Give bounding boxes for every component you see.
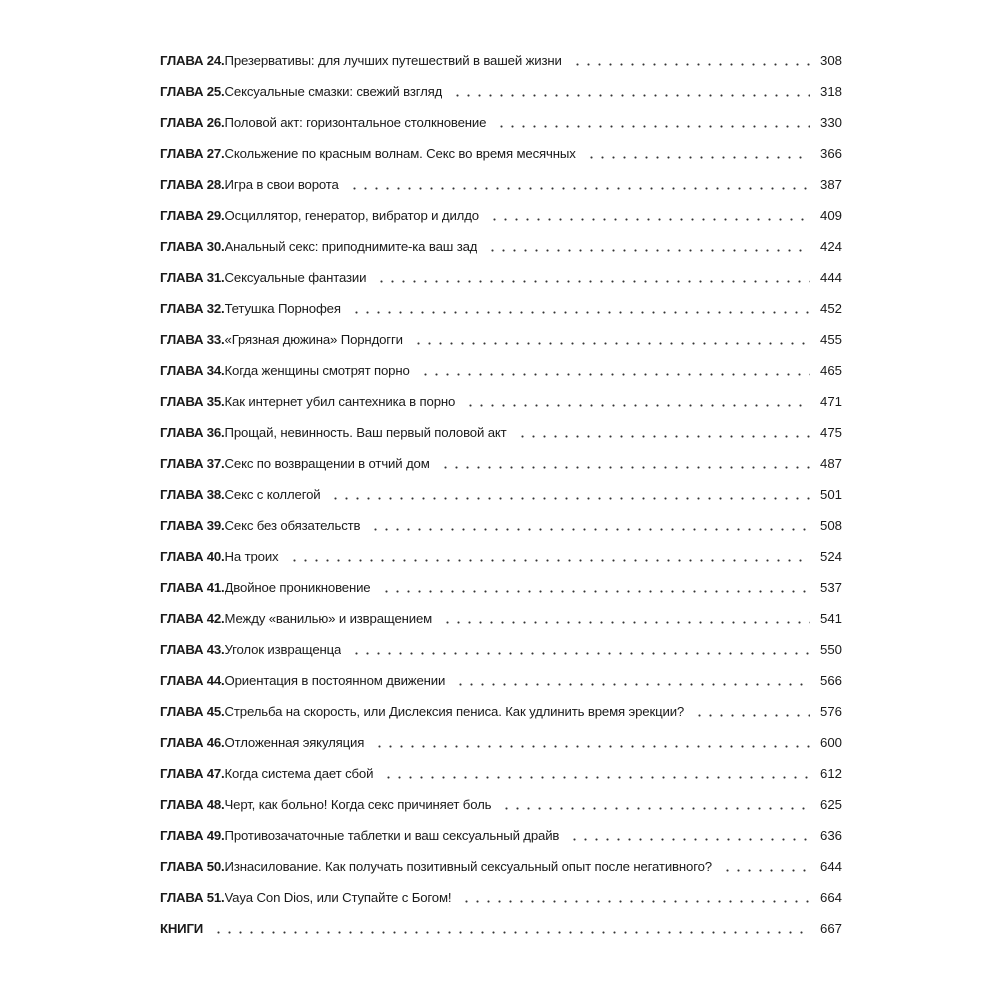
page-number: 636	[819, 828, 842, 843]
page-number: 444	[819, 270, 842, 285]
page-number: 475	[819, 425, 842, 440]
page-number: 308	[819, 53, 842, 68]
chapter-label: ГЛАВА 28.	[160, 177, 225, 192]
toc-entry[interactable]	[160, 417, 842, 448]
toc-entry[interactable]	[160, 76, 842, 107]
toc-entry[interactable]	[160, 603, 842, 634]
chapter-label: ГЛАВА 40.	[160, 549, 225, 564]
chapter-title: Отложенная эякуляция	[224, 735, 365, 750]
chapter-label: ГЛАВА 25.	[160, 84, 225, 99]
dot-leader	[420, 373, 810, 376]
chapter-title: Анальный секс: приподнимите-ка ваш зад	[224, 239, 478, 254]
chapter-label: ГЛАВА 26.	[160, 115, 225, 130]
chapter-title: Секс без обязательств	[224, 518, 361, 533]
page-number: 318	[819, 84, 842, 99]
table-of-contents	[160, 45, 842, 944]
chapter-label: ГЛАВА 36.	[160, 425, 225, 440]
chapter-title: Как интернет убил сантехника в порно	[224, 394, 456, 409]
page-number: 566	[819, 673, 842, 688]
chapter-title: Ориентация в постоянном движении	[224, 673, 446, 688]
dot-leader	[455, 683, 810, 686]
toc-entry[interactable]	[160, 882, 842, 913]
chapter-label: ГЛАВА 27.	[160, 146, 225, 161]
dot-leader	[569, 838, 810, 841]
chapter-title: Игра в свои ворота	[224, 177, 339, 192]
dot-leader	[452, 94, 810, 97]
toc-entry[interactable]	[160, 634, 842, 665]
toc-entry[interactable]	[160, 45, 842, 76]
chapter-title: Скольжение по красным волнам. Секс во время месячных	[224, 146, 576, 161]
dot-leader	[370, 528, 810, 531]
chapter-title: Стрельба на скорость, или Дислексия пениса. Как удлинить время эрекции?	[224, 704, 685, 719]
dot-leader	[722, 869, 810, 872]
page-number: 508	[819, 518, 842, 533]
dot-leader	[351, 652, 810, 655]
chapter-label: ГЛАВА 45.	[160, 704, 225, 719]
dot-leader	[586, 156, 810, 159]
page-number: 501	[819, 487, 842, 502]
dot-leader	[330, 497, 810, 500]
chapter-label: ГЛАВА 37.	[160, 456, 225, 471]
chapter-label: ГЛАВА 24.	[160, 53, 225, 68]
toc-entry[interactable]	[160, 200, 842, 231]
page-number: 330	[819, 115, 842, 130]
chapter-title: Уголок извращенца	[224, 642, 342, 657]
dot-leader	[465, 404, 810, 407]
page-number: 387	[819, 177, 842, 192]
page-number: 644	[819, 859, 842, 874]
toc-entry[interactable]	[160, 820, 842, 851]
page-number: 524	[819, 549, 842, 564]
chapter-title: Секс с коллегой	[224, 487, 321, 502]
toc-entry[interactable]	[160, 107, 842, 138]
chapter-title: «Грязная дюжина» Порндогги	[224, 332, 403, 347]
toc-entry[interactable]	[160, 789, 842, 820]
dot-leader	[381, 590, 811, 593]
toc-entry[interactable]	[160, 262, 842, 293]
page-number: 409	[819, 208, 842, 223]
chapter-label: ГЛАВА 39.	[160, 518, 225, 533]
chapter-title: Прощай, невинность. Ваш первый половой акт	[224, 425, 507, 440]
dot-leader	[496, 125, 810, 128]
dot-leader	[487, 249, 810, 252]
chapter-label: ГЛАВА 31.	[160, 270, 225, 285]
page-number: 452	[819, 301, 842, 316]
toc-entry[interactable]	[160, 448, 842, 479]
chapter-label: ГЛАВА 41.	[160, 580, 225, 595]
chapter-label: ГЛАВА 30.	[160, 239, 225, 254]
page-number: 471	[819, 394, 842, 409]
chapter-label: ГЛАВА 42.	[160, 611, 225, 626]
dot-leader	[501, 807, 810, 810]
toc-entry[interactable]	[160, 851, 842, 882]
page-number: 455	[819, 332, 842, 347]
dot-leader	[489, 218, 810, 221]
dot-leader	[289, 559, 810, 562]
page-number: 541	[819, 611, 842, 626]
toc-entry[interactable]	[160, 572, 842, 603]
dot-leader	[694, 714, 810, 717]
chapter-label: ГЛАВА 43.	[160, 642, 225, 657]
toc-entry[interactable]	[160, 386, 842, 417]
page-number: 576	[819, 704, 842, 719]
toc-entry[interactable]	[160, 293, 842, 324]
chapter-label: ГЛАВА 38.	[160, 487, 225, 502]
chapter-title: Изнасилование. Как получать позитивный сексуальный опыт после негативного?	[224, 859, 712, 874]
dot-leader	[461, 900, 810, 903]
toc-entry[interactable]	[160, 479, 842, 510]
chapter-label: КНИГИ	[160, 921, 204, 936]
dot-leader	[383, 776, 810, 779]
chapter-label: ГЛАВА 49.	[160, 828, 225, 843]
dot-leader	[213, 931, 810, 934]
chapter-label: ГЛАВА 32.	[160, 301, 225, 316]
chapter-title: Презервативы: для лучших путешествий в вашей жизни	[224, 53, 562, 68]
toc-entry[interactable]	[160, 324, 842, 355]
toc-entry[interactable]	[160, 913, 842, 944]
page-number: 600	[819, 735, 842, 750]
chapter-title: Секс по возвращении в отчий дом	[224, 456, 430, 471]
toc-entry[interactable]	[160, 138, 842, 169]
dot-leader	[376, 280, 810, 283]
chapter-label: ГЛАВА 51.	[160, 890, 225, 905]
chapter-title: Сексуальные фантазии	[224, 270, 367, 285]
page-number: 424	[819, 239, 842, 254]
page-number: 537	[819, 580, 842, 595]
page-number: 612	[819, 766, 842, 781]
chapter-label: ГЛАВА 47.	[160, 766, 225, 781]
page-number: 487	[819, 456, 842, 471]
toc-entry[interactable]	[160, 510, 842, 541]
chapter-title: Когда женщины смотрят порно	[224, 363, 410, 378]
page-number: 664	[819, 890, 842, 905]
chapter-title: На троих	[224, 549, 279, 564]
chapter-title: Осциллятор, генератор, вибратор и дилдо	[224, 208, 479, 223]
dot-leader	[351, 311, 810, 314]
toc-entry[interactable]	[160, 231, 842, 262]
chapter-title: Vaya Con Dios, или Ступайте с Богом!	[224, 890, 452, 905]
dot-leader	[413, 342, 810, 345]
chapter-label: ГЛАВА 33.	[160, 332, 225, 347]
chapter-label: ГЛАВА 35.	[160, 394, 225, 409]
dot-leader	[349, 187, 810, 190]
page-number: 625	[819, 797, 842, 812]
chapter-label: ГЛАВА 48.	[160, 797, 225, 812]
chapter-title: Противозачаточные таблетки и ваш сексуальный драйв	[224, 828, 560, 843]
chapter-title: Тетушка Порнофея	[224, 301, 341, 316]
dot-leader	[374, 745, 810, 748]
chapter-label: ГЛАВА 34.	[160, 363, 225, 378]
page-number: 366	[819, 146, 842, 161]
page-number: 667	[819, 921, 842, 936]
chapter-title: Между «ванилью» и извращением	[224, 611, 433, 626]
toc-entry[interactable]	[160, 696, 842, 727]
toc-entry[interactable]	[160, 665, 842, 696]
chapter-label: ГЛАВА 46.	[160, 735, 225, 750]
toc-entry[interactable]	[160, 541, 842, 572]
toc-entry[interactable]	[160, 758, 842, 789]
dot-leader	[572, 63, 810, 66]
chapter-title: Когда система дает сбой	[224, 766, 374, 781]
dot-leader	[442, 621, 810, 624]
toc-entry[interactable]	[160, 355, 842, 386]
page-number: 465	[819, 363, 842, 378]
dot-leader	[440, 466, 810, 469]
dot-leader	[517, 435, 810, 438]
page-number: 550	[819, 642, 842, 657]
chapter-label: ГЛАВА 44.	[160, 673, 225, 688]
toc-entry[interactable]	[160, 169, 842, 200]
chapter-label: ГЛАВА 50.	[160, 859, 225, 874]
chapter-title: Сексуальные смазки: свежий взгляд	[224, 84, 443, 99]
toc-entry[interactable]	[160, 727, 842, 758]
chapter-title: Черт, как больно! Когда секс причиняет боль	[224, 797, 492, 812]
chapter-title: Двойное проникновение	[224, 580, 371, 595]
chapter-title: Половой акт: горизонтальное столкновение	[224, 115, 487, 130]
chapter-label: ГЛАВА 29.	[160, 208, 225, 223]
